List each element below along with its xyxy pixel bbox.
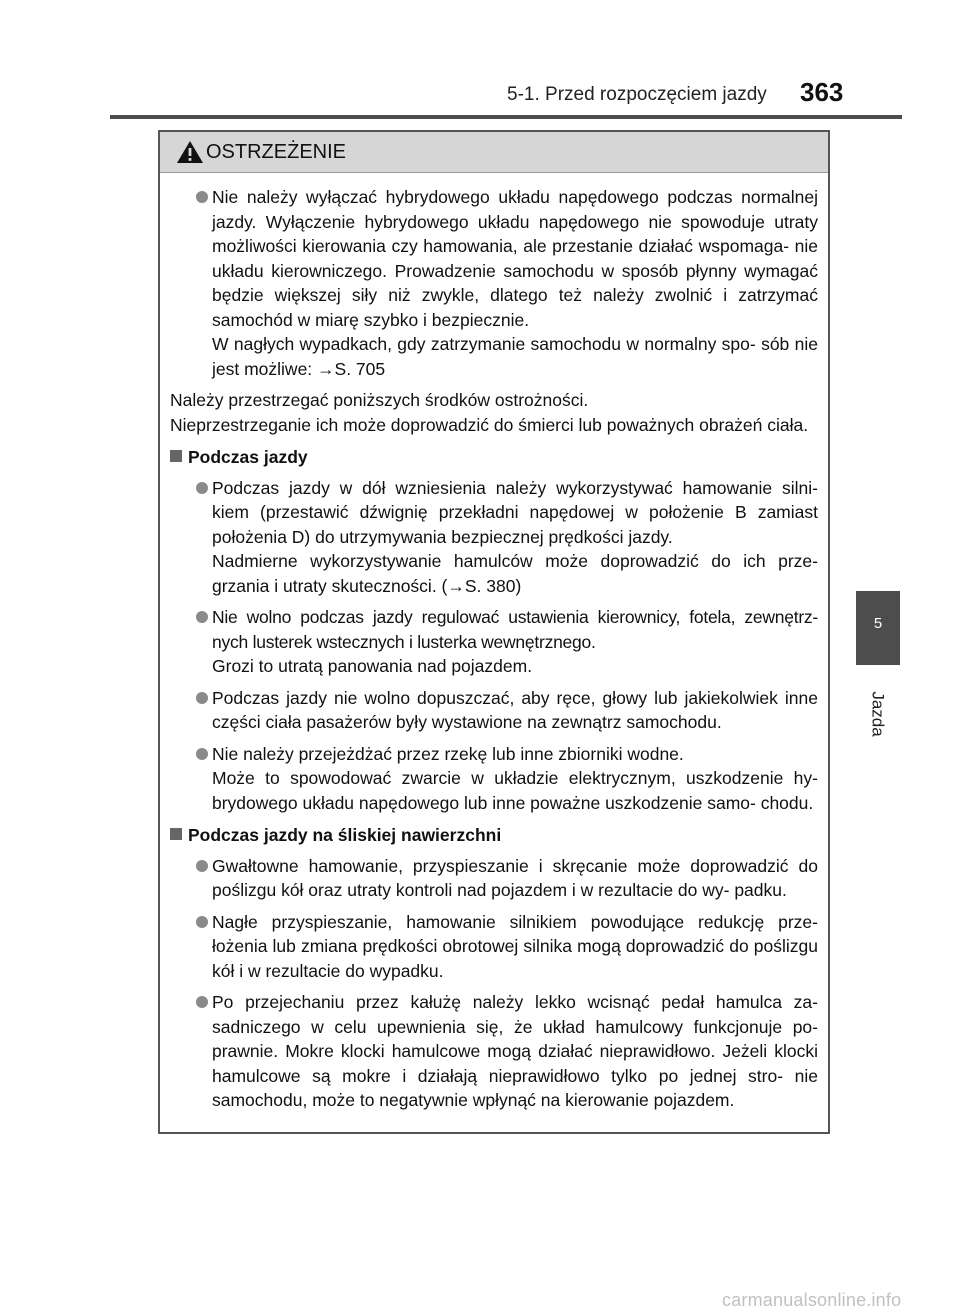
intro-paragraph: [170, 388, 818, 437]
bullet-line: Nie wolno podczas jazdy regulować ustawienia kierownicy, fotela, zewnętrz- nych lusterek wstecznych i lusterka wewnętrznego.: [212, 607, 818, 652]
square-bullet-icon: [170, 828, 182, 840]
bullet-line: Podczas jazdy w dół wzniesienia należy wykorzystywać hamowanie silni- kiem (przestawić dźwignię przekładni napędowej w położenie B zamiast położenia D) do utrzymywania bezpiecznej prędkości jazdy.: [212, 477, 818, 547]
bullet-line: Gwałtowne hamowanie, przyspieszanie i skręcanie może doprowadzić do poślizgu kół oraz utraty kontroli nad pojazdem i w rezultacie do wy- padku.: [212, 855, 818, 900]
warning-box: [158, 130, 830, 1134]
bullet-line: Może to spowodować zwarcie w układzie elektrycznym, uszkodzenie hy- brydowego układu napędowego lub inne poważne uszkodzenie samo- chodu.: [212, 768, 818, 813]
header-rule: [110, 115, 902, 119]
bullet-dot-icon: [196, 916, 208, 928]
bullet-line: Nie należy przejeżdżać przez rzekę lub inne zbiorniki wodne.: [212, 743, 684, 764]
bullet-line: Nie należy wyłączać hybrydowego układu napędowego podczas normalnej jazdy. Wyłączenie hybrydowego układu napędowego nie spowoduje utraty możliwości kierowania czy hamowania, ale przestanie działać wspomaga- nie układu kierowniczego. Prowadzenie samochodu w sposób płynny wymagać będzie większej siły niż zwykle, dlatego też należy zwolnić i zatrzymać samochód w miarę szybko i bezpiecznie.: [212, 187, 818, 330]
list-item: [170, 686, 818, 735]
bullet-dot-icon: [196, 748, 208, 760]
bullet-dot-icon: [196, 996, 208, 1008]
warning-content: [160, 173, 828, 1113]
bullet-dot-icon: [196, 191, 208, 203]
watermark: carmanualsonline.info: [722, 1290, 902, 1310]
bullet-line: Grozi to utratą panowania nad pojazdem.: [212, 656, 533, 676]
chapter-tab[interactable]: [856, 591, 900, 665]
section-heading-text: Podczas jazdy na śliskiej nawierzchni: [188, 825, 502, 845]
warning-title: OSTRZEŻENIE: [206, 141, 347, 163]
square-bullet-icon: [170, 450, 182, 462]
bullet-dot-icon: [196, 482, 208, 494]
bullet-line: Nadmierne wykorzystywanie hamulców może doprowadzić do ich prze- grzania i utraty skuteczności. (→S. 380): [212, 551, 818, 596]
list-item: [170, 854, 818, 903]
intro-line: Należy przestrzegać poniższych środków ostrożności.: [170, 390, 589, 410]
list-item: [170, 742, 818, 816]
list-item: [170, 476, 818, 599]
bullet-dot-icon: [196, 611, 208, 623]
chapter-label: [850, 672, 906, 756]
bullet-line: Podczas jazdy nie wolno dopuszczać, aby ręce, głowy lub jakiekolwiek inne części ciała pasażerów były wystawione na zewnątrz samochodu.: [212, 687, 818, 732]
section-heading: [170, 445, 818, 470]
section-heading: [170, 823, 818, 848]
chapter-label-text: Jazda: [869, 691, 888, 737]
bullet-line: W nagłych wypadkach, gdy zatrzymanie samochodu w normalny spo- sób nie jest możliwe: →S. 705: [212, 334, 818, 379]
warning-triangle-icon: [176, 140, 204, 164]
list-item: [170, 990, 818, 1113]
header-section-title: 5-1. Przed rozpoczęciem jazdy: [507, 84, 767, 105]
list-item: [170, 605, 818, 679]
bullet-line: Po przejechaniu przez kałużę należy lekko wcisnąć pedał hamulca za- sadniczego w celu upewnienia się, że układ hamulcowy funkcjonuje po- prawnie. Mokre klocki hamulcowe mogą działać nieprawidłowo. Jeżeli klocki hamulcowe są mokre i działają nieprawidłowo tylko po jednej stro- nie samochodu, może to negatywnie wpłynąć na kierowanie pojazdem.: [212, 992, 818, 1110]
intro-line: Nieprzestrzeganie ich może doprowadzić do śmierci lub poważnych obrażeń ciała.: [170, 414, 809, 435]
chapter-number: 5: [873, 615, 883, 632]
bullet-dot-icon: [196, 692, 208, 704]
list-item: [170, 910, 818, 984]
warning-header: [160, 132, 828, 173]
bullet-line: Nagłe przyspieszanie, hamowanie silnikiem powodujące redukcję prze- łożenia lub zmiana prędkości obrotowej silnika mogą doprowadzić do poślizgu kół i w rezultacie do wypadku.: [212, 911, 818, 981]
bullet-dot-icon: [196, 860, 208, 872]
section-heading-text: Podczas jazdy: [188, 447, 308, 467]
page-number: 363: [800, 77, 844, 107]
warning-top-bullet: [170, 185, 818, 381]
